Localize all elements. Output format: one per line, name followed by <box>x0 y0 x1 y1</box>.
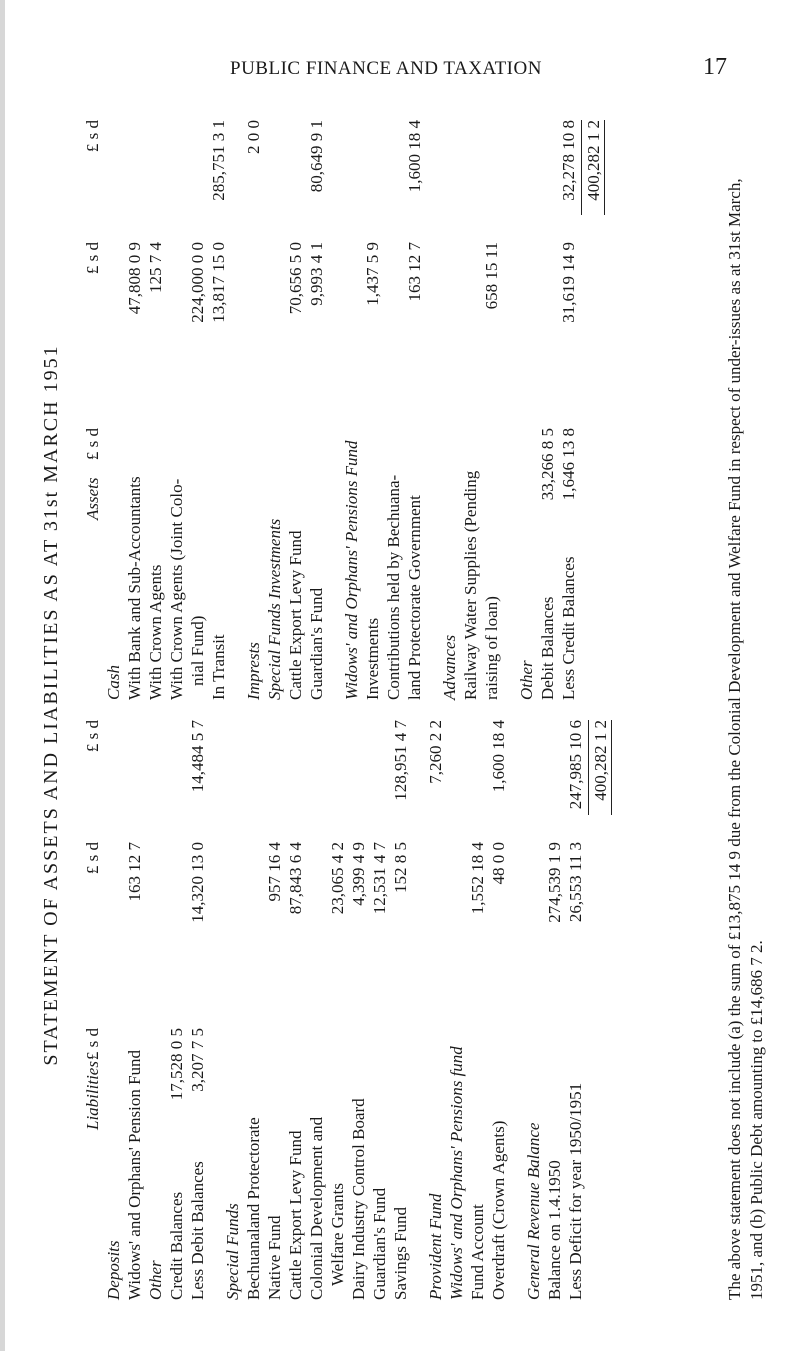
asset-row <box>229 120 243 700</box>
liability-row <box>565 720 586 1300</box>
asset-label: Special Funds Investments <box>265 518 284 700</box>
liability-amount: 12,531 4 7 <box>370 842 389 915</box>
liability-label: Guardian's Fund <box>370 1187 389 1300</box>
currency-header: £ s d <box>83 428 102 461</box>
liability-row <box>327 720 348 1300</box>
total-rule <box>588 720 589 815</box>
liability-amount: 1,600 18 4 <box>489 720 508 793</box>
asset-amount: 80,649 9 1 <box>307 120 326 193</box>
liability-row <box>446 720 467 1300</box>
liabilities-total-row <box>590 720 611 1300</box>
asset-label: Advances <box>440 634 459 700</box>
asset-row <box>124 120 145 700</box>
liabilities-rows <box>103 720 586 1300</box>
asset-row <box>502 120 516 700</box>
asset-amount: 1,646 13 8 <box>559 428 578 501</box>
asset-amount: 1,600 18 4 <box>405 120 424 193</box>
liabilities-column <box>82 720 611 1300</box>
liability-row <box>222 720 243 1300</box>
liability-amount: 163 12 7 <box>125 842 144 902</box>
liability-amount: 7,260 2 2 <box>426 720 445 784</box>
liability-amount: 14,484 5 7 <box>188 720 207 793</box>
asset-row <box>537 120 558 700</box>
asset-row <box>166 120 187 700</box>
asset-row <box>285 120 306 700</box>
statement-title: STATEMENT OF ASSETS AND LIABILITIES AS AT 31st MARCH 1951 <box>40 344 62 1066</box>
asset-row <box>306 120 327 700</box>
liability-amount: 957 16 4 <box>265 842 284 902</box>
asset-label: With Crown Agents (Joint Colo- <box>167 478 186 700</box>
assets-rows <box>103 120 579 700</box>
asset-label: Other <box>517 660 536 700</box>
asset-amount: 163 12 7 <box>405 242 424 302</box>
rotated-statement <box>40 110 780 1300</box>
liability-label: Widows' and Orphans' Pension Fund <box>125 1049 144 1300</box>
asset-label: Guardian's Fund <box>307 587 326 700</box>
asset-row <box>187 120 208 700</box>
liability-label: Cattle Export Levy Fund <box>286 1130 305 1300</box>
asset-row <box>208 120 229 700</box>
total-rule <box>581 120 582 215</box>
assets-column <box>82 120 604 700</box>
liabilities-heading-row <box>82 720 103 1300</box>
page-header <box>0 0 800 110</box>
liability-label: Bechuanaland Protectorate <box>244 1117 263 1300</box>
asset-amount: 31,619 14 9 <box>559 242 578 323</box>
page-number: 17 <box>703 54 727 80</box>
liability-row <box>467 720 488 1300</box>
liability-row <box>509 720 523 1300</box>
asset-row <box>439 120 460 700</box>
liability-label: Balance on 1.4.1950 <box>545 1160 564 1300</box>
running-head: PUBLIC FINANCE AND TAXATION <box>230 58 542 79</box>
liability-label: Welfare Grants <box>328 1183 347 1286</box>
asset-label: Investments <box>363 617 382 700</box>
asset-amount: 224,000 0 0 <box>188 242 207 323</box>
liability-amount: 4,399 4 9 <box>349 842 368 906</box>
total-double-rule <box>611 720 612 815</box>
liability-label: Fund Account <box>468 1204 487 1300</box>
liability-row <box>145 720 166 1300</box>
liability-amount: 274,539 1 9 <box>545 842 564 923</box>
asset-row <box>383 120 404 700</box>
asset-row <box>264 120 285 700</box>
liability-row <box>411 720 425 1300</box>
liability-label: Less Deficit for year 1950/1951 <box>566 1082 585 1300</box>
currency-header: £ s d <box>83 1028 102 1061</box>
liability-row <box>348 720 369 1300</box>
asset-label: nial Fund) <box>188 615 207 686</box>
currency-header: £ s d <box>83 120 102 153</box>
liability-label: General Revenue Balance <box>524 1122 543 1300</box>
asset-amount: 13,817 15 0 <box>209 242 228 323</box>
liability-row <box>124 720 145 1300</box>
liability-row <box>306 720 327 1300</box>
currency-header: £ s d <box>83 242 102 275</box>
liability-label: Less Debit Balances <box>188 1161 207 1300</box>
asset-label: land Protectorate Government <box>405 495 424 700</box>
currency-header: £ s d <box>83 842 102 875</box>
footnote: The above statement does not include (a) the sum of £13,875 14 9 due from the Colonial Development and Welfare Fund in respect of under-issues as at 31st March, 1951, and (b) Public Debt amounting to £14,686 7 2. <box>725 178 766 1300</box>
liability-amount: 3,207 7 5 <box>188 1028 207 1092</box>
asset-row <box>481 120 502 700</box>
liability-label: Native Fund <box>265 1215 284 1300</box>
liability-row <box>285 720 306 1300</box>
liability-amount: 48 0 0 <box>489 842 508 885</box>
liability-row <box>425 720 446 1300</box>
liability-amount: 26,553 11 3 <box>566 842 585 923</box>
asset-amount: 125 7 4 <box>146 242 165 293</box>
liability-row <box>187 720 208 1300</box>
liability-label: Dairy Industry Control Board <box>349 1098 368 1300</box>
liability-label: Overdraft (Crown Agents) <box>489 1120 508 1300</box>
liability-row <box>208 720 222 1300</box>
liability-label: Colonial Development and <box>307 1116 326 1300</box>
liability-label: Special Funds <box>223 1203 242 1300</box>
asset-row <box>362 120 383 700</box>
asset-label: Cattle Export Levy Fund <box>286 530 305 700</box>
liability-label: Other <box>146 1260 165 1300</box>
asset-label: With Bank and Sub-Accountants <box>125 476 144 700</box>
liabilities-total: 400,282 1 2 <box>591 720 610 801</box>
asset-label: Imprests <box>244 642 263 700</box>
asset-amount: 70,656 5 0 <box>286 242 305 315</box>
liability-row <box>544 720 565 1300</box>
asset-row <box>516 120 537 700</box>
assets-heading-row <box>82 120 103 700</box>
asset-amount: 2 0 0 <box>244 120 263 154</box>
asset-row <box>103 120 124 700</box>
asset-row <box>341 120 362 700</box>
assets-heading: Assets <box>83 477 102 520</box>
page-binding-edge <box>0 0 5 1351</box>
liability-amount: 152 8 5 <box>391 842 410 893</box>
liability-label: Provident Fund <box>426 1193 445 1300</box>
assets-total: 400,282 1 2 <box>584 120 603 201</box>
currency-header: £ s d <box>83 720 102 753</box>
liability-amount: 128,951 4 7 <box>391 720 410 801</box>
liability-row <box>390 720 411 1300</box>
asset-amount: 32,278 10 8 <box>559 120 578 201</box>
liability-row <box>103 720 124 1300</box>
asset-label: Less Credit Balances <box>559 556 578 700</box>
asset-amount: 33,266 8 5 <box>538 428 557 501</box>
liability-row <box>369 720 390 1300</box>
liability-row <box>488 720 509 1300</box>
asset-label: raising of loan) <box>482 596 501 700</box>
liability-amount: 1,552 18 4 <box>468 842 487 915</box>
liability-amount: 247,985 10 6 <box>566 720 585 810</box>
asset-row <box>243 120 264 700</box>
asset-row <box>145 120 166 700</box>
liability-amount: 17,528 0 5 <box>167 1028 186 1101</box>
liability-row <box>523 720 544 1300</box>
liability-label: Savings Fund <box>391 1206 410 1300</box>
assets-total-row <box>583 120 604 700</box>
asset-row <box>327 120 341 700</box>
liability-amount: 14,320 13 0 <box>188 842 207 923</box>
asset-row <box>404 120 425 700</box>
asset-label: Contributions held by Bechuana- <box>384 474 403 700</box>
asset-label: In Transit <box>209 634 228 700</box>
asset-label: Debit Balances <box>538 596 557 700</box>
asset-amount: 285,751 3 1 <box>209 120 228 201</box>
asset-amount: 9,993 4 1 <box>307 242 326 306</box>
liability-label: Widows' and Orphans' Pensions fund <box>447 1046 466 1300</box>
asset-row <box>425 120 439 700</box>
liability-row <box>264 720 285 1300</box>
liability-amount: 23,065 4 2 <box>328 842 347 915</box>
asset-label: Cash <box>104 665 123 700</box>
liability-label: Deposits <box>104 1240 123 1300</box>
liabilities-heading: Liabilities <box>83 1061 102 1130</box>
liability-row <box>166 720 187 1300</box>
asset-amount: 1,437 5 9 <box>363 242 382 306</box>
asset-amount: 658 15 11 <box>482 242 501 310</box>
asset-label: Widows' and Orphans' Pensions Fund <box>342 440 361 700</box>
asset-row <box>460 120 481 700</box>
asset-amount: 47,808 0 9 <box>125 242 144 315</box>
liability-row <box>243 720 264 1300</box>
asset-label: Railway Water Supplies (Pending <box>461 470 480 700</box>
total-double-rule <box>604 120 605 215</box>
asset-label: With Crown Agents <box>146 564 165 700</box>
liability-label: Credit Balances <box>167 1191 186 1300</box>
liability-amount: 87,843 6 4 <box>286 842 305 915</box>
asset-row <box>558 120 579 700</box>
